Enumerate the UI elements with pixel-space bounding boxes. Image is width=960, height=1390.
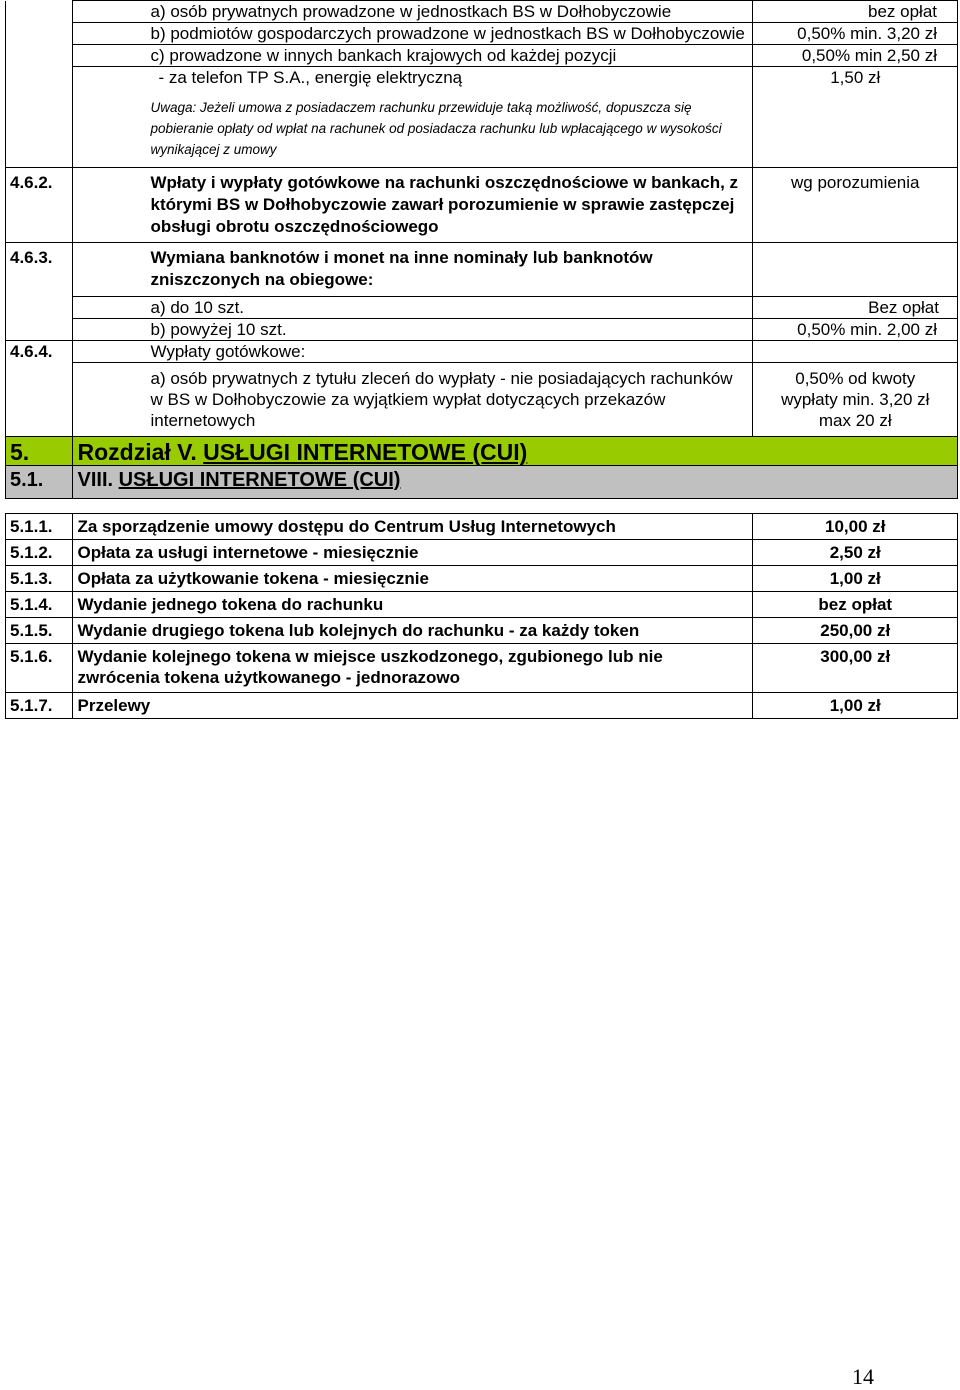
- row-number: 5.1.4.: [6, 592, 73, 618]
- row-fee: 0,50% min. 3,20 zł: [753, 23, 958, 45]
- row-number: 5.1.2.: [6, 540, 73, 566]
- row-label: Wypłaty gotówkowe:: [73, 341, 753, 363]
- note-text: Uwaga: Jeżeli umowa z posiadaczem rachunku przewiduje taką możliwość, dopuszcza się pobieranie opłaty od wpłat na rachunek od posiadacza rachunku lub wpłacającego w wysokości wynikającej z umowy: [150, 100, 722, 157]
- table-row: [6, 341, 958, 363]
- table-row: [6, 67, 958, 89]
- table-row: [6, 363, 958, 437]
- table-row: [6, 319, 958, 341]
- table-row: [6, 243, 958, 297]
- section-title: Rozdział V. USŁUGI INTERNETOWE (CUI): [73, 437, 958, 466]
- row-label: - za telefon TP S.A., energię elektryczną: [73, 67, 753, 89]
- note-row: [6, 88, 958, 168]
- fee-table: [5, 0, 958, 719]
- row-fee: Bez opłat: [753, 297, 958, 319]
- table-row: [6, 644, 958, 693]
- table-row: [6, 23, 958, 45]
- row-fee: wg porozumienia: [753, 168, 958, 243]
- table-row: [6, 297, 958, 319]
- table-row: [6, 1, 958, 23]
- row-number: 4.6.2.: [6, 168, 73, 243]
- row-label: Opłata za usługi internetowe - miesięcznie: [73, 540, 753, 566]
- table-row: [6, 514, 958, 540]
- section-number: 5.1.: [6, 466, 73, 499]
- row-label: b) powyżej 10 szt.: [73, 319, 753, 341]
- table-row: [6, 566, 958, 592]
- table-row: [6, 592, 958, 618]
- section-header: [6, 466, 958, 499]
- row-fee: 0,50% od kwoty wypłaty min. 3,20 zł max 20 zł: [753, 363, 958, 437]
- row-label: a) osób prywatnych z tytułu zleceń do wypłaty - nie posiadających rachunków w BS w Dołhobyczowie za wyjątkiem wypłat dotyczących przekazów internetowych: [73, 363, 753, 437]
- row-label: b) podmiotów gospodarczych prowadzone w jednostkach BS w Dołhobyczowie: [73, 23, 753, 45]
- row-fee: 10,00 zł: [753, 514, 958, 540]
- row-number: 5.1.6.: [6, 644, 73, 693]
- section-header: [6, 437, 958, 466]
- row-number: 4.6.3.: [6, 243, 73, 297]
- row-fee: 0,50% min 2,50 zł: [753, 45, 958, 67]
- page-number: 14: [852, 1364, 874, 1389]
- row-fee: 2,50 zł: [753, 540, 958, 566]
- table-row: [6, 540, 958, 566]
- row-label: Wydanie kolejnego tokena w miejsce uszkodzonego, zgubionego lub nie zwrócenia tokena użytkowanego - jednorazowo: [73, 644, 753, 693]
- row-fee: bez opłat: [753, 1, 958, 23]
- row-label: Za sporządzenie umowy dostępu do Centrum Usług Internetowych: [73, 514, 753, 540]
- row-label: Wymiana banknotów i monet na inne nominały lub banknotów zniszczonych na obiegowe:: [73, 243, 753, 297]
- row-fee: 0,50% min. 2,00 zł: [753, 319, 958, 341]
- row-label: a) do 10 szt.: [73, 297, 753, 319]
- row-fee: 1,00 zł: [753, 693, 958, 719]
- row-number: 5.1.5.: [6, 618, 73, 644]
- row-number: 5.1.3.: [6, 566, 73, 592]
- row-fee: 300,00 zł: [753, 644, 958, 693]
- row-fee: 250,00 zł: [753, 618, 958, 644]
- table-row: [6, 618, 958, 644]
- table-row: [6, 168, 958, 243]
- row-label: Przelewy: [73, 693, 753, 719]
- row-label: Opłata za użytkowanie tokena - miesięcznie: [73, 566, 753, 592]
- row-number: 5.1.1.: [6, 514, 73, 540]
- row-fee: 1,00 zł: [753, 566, 958, 592]
- table-row: [6, 45, 958, 67]
- row-number: 4.6.4.: [6, 341, 73, 363]
- table-row: [6, 693, 958, 719]
- row-label: Wydanie drugiego tokena lub kolejnych do rachunku - za każdy token: [73, 618, 753, 644]
- row-label: c) prowadzone w innych bankach krajowych od każdej pozycji: [73, 45, 753, 67]
- row-label: Wpłaty i wypłaty gotówkowe na rachunki oszczędnościowe w bankach, z którymi BS w Dołhobyczowie zawarł porozumienie w sprawie zastępczej obsługi obrotu oszczędnościowego: [73, 168, 753, 243]
- section-number: 5.: [6, 437, 73, 466]
- row-number: 5.1.7.: [6, 693, 73, 719]
- row-label: a) osób prywatnych prowadzone w jednostkach BS w Dołhobyczowie: [73, 1, 753, 23]
- row-label: Wydanie jednego tokena do rachunku: [73, 592, 753, 618]
- section-title: VIII. USŁUGI INTERNETOWE (CUI): [73, 466, 958, 499]
- fee-table-page: [5, 0, 958, 719]
- row-fee: 1,50 zł: [753, 67, 958, 89]
- row-fee: bez opłat: [753, 592, 958, 618]
